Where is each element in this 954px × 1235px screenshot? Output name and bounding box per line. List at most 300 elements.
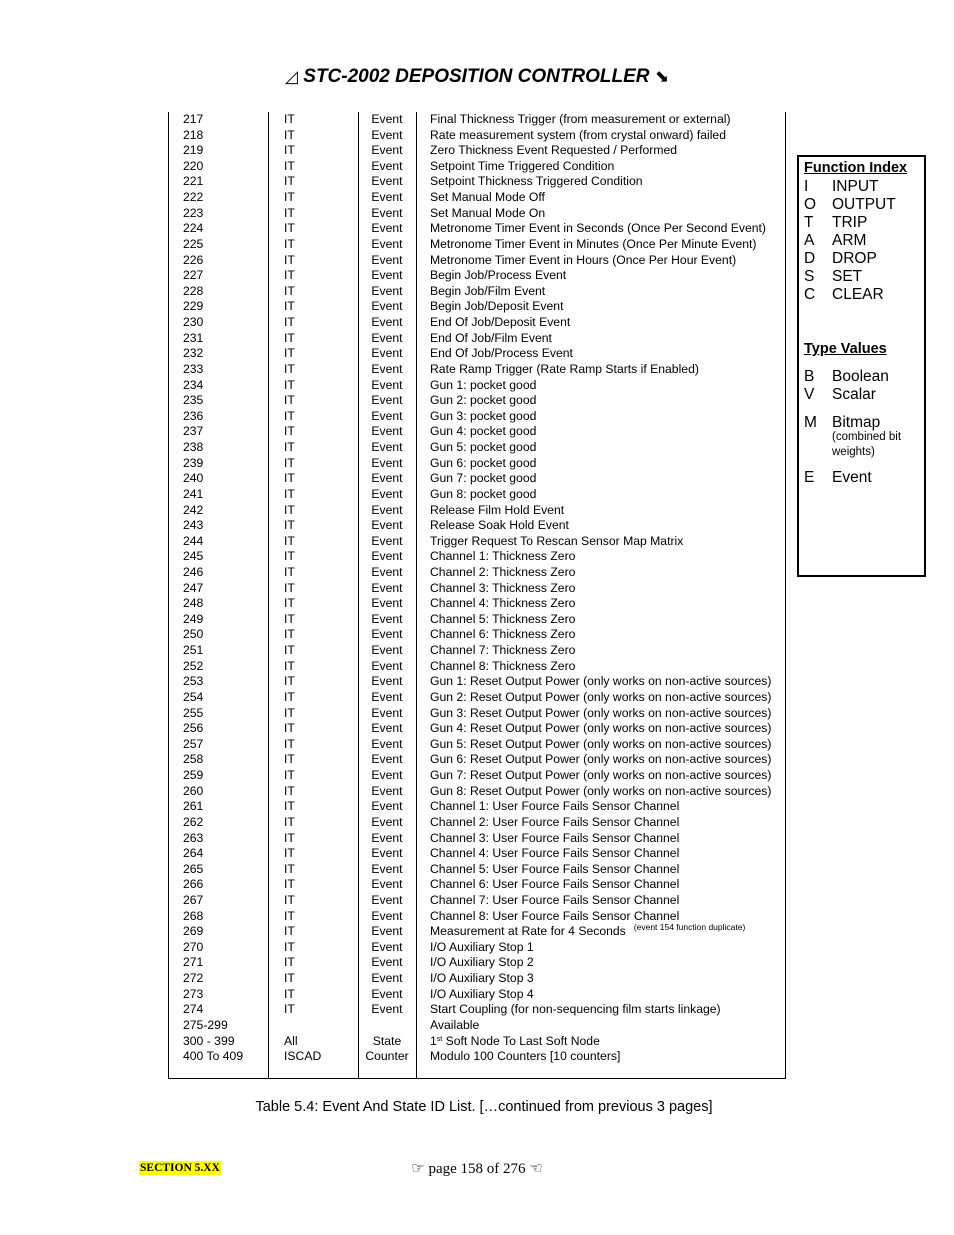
type-value-item: B Boolean	[804, 368, 889, 385]
row-kind: Event	[371, 377, 403, 392]
row-description	[430, 846, 679, 862]
table-row	[168, 346, 784, 362]
row-description	[430, 1002, 721, 1018]
row-description	[430, 1018, 479, 1034]
row-description	[430, 721, 771, 737]
row-type: IT	[284, 752, 295, 767]
table-row	[168, 1049, 784, 1065]
row-id: 225	[183, 236, 204, 251]
row-description	[430, 440, 536, 456]
row-description	[430, 955, 534, 971]
row-type: IT	[284, 440, 295, 455]
table-row	[168, 440, 784, 456]
row-description	[430, 409, 536, 425]
row-id: 234	[183, 377, 204, 392]
row-type: IT	[284, 143, 295, 158]
row-kind: Event	[371, 877, 403, 892]
row-id: 259	[183, 768, 204, 783]
row-type: IT	[284, 174, 295, 189]
row-description	[430, 471, 536, 487]
row-description-text: Soft Node To Last Soft Node	[442, 1033, 600, 1048]
row-description	[430, 159, 614, 175]
row-type: IT	[284, 721, 295, 736]
row-id: 237	[183, 424, 204, 439]
row-description	[430, 128, 726, 144]
row-id: 217	[183, 112, 204, 126]
row-id: 252	[183, 658, 204, 673]
row-description	[430, 346, 573, 362]
type-value-item: E Event	[804, 469, 872, 486]
row-id: 400 To 409	[183, 1049, 244, 1064]
row-description-text: Channel 3: Thickness Zero	[430, 580, 576, 595]
row-description	[430, 362, 699, 378]
row-id: 243	[183, 518, 204, 533]
row-id: 257	[183, 736, 204, 751]
legend-box	[797, 155, 926, 577]
row-description-text: Gun 8: pocket good	[430, 486, 537, 501]
row-id: 240	[183, 471, 204, 486]
row-type: IT	[284, 971, 295, 986]
row-type: IT	[284, 783, 295, 798]
table-row	[168, 565, 784, 581]
row-description	[430, 862, 679, 878]
row-id: 238	[183, 440, 204, 455]
row-kind: Event	[371, 112, 403, 126]
row-kind: Event	[371, 674, 403, 689]
table-row	[168, 1002, 784, 1018]
row-kind: Event	[371, 127, 403, 142]
row-description-text: End Of Job/Deposit Event	[430, 315, 571, 330]
row-description	[430, 518, 569, 534]
row-kind: Event	[371, 174, 403, 189]
table-row	[168, 534, 784, 550]
row-kind: Event	[371, 299, 403, 314]
row-description-text: Metronome Timer Event in Minutes (Once Per Minute Event)	[430, 236, 757, 251]
row-description	[430, 924, 745, 941]
row-description	[430, 253, 736, 269]
row-description	[430, 706, 771, 722]
type-value-item: M Bitmap	[804, 414, 881, 431]
row-description-text: Gun 2: Reset Output Power (only works on non-active sources)	[430, 689, 772, 704]
row-id: 270	[183, 939, 204, 954]
row-kind: Event	[371, 955, 403, 970]
row-description-superscript: st	[436, 1035, 443, 1043]
row-kind: Event	[371, 783, 403, 798]
table-row	[168, 237, 784, 253]
row-type: IT	[284, 893, 295, 907]
table-row	[168, 1018, 784, 1034]
row-description	[430, 237, 756, 253]
row-description-text: Channel 8: Thickness Zero	[430, 658, 576, 673]
row-kind: Event	[371, 518, 403, 533]
left-ornament-icon: ◿	[284, 67, 298, 86]
row-type: IT	[284, 533, 295, 548]
row-description-text: Gun 3: pocket good	[430, 408, 537, 423]
pointing-right-icon: ☞	[411, 1161, 425, 1177]
row-type: IT	[284, 736, 295, 751]
function-index-item: I INPUT	[804, 178, 879, 195]
table-row	[168, 955, 784, 971]
row-description	[430, 799, 679, 815]
row-description-text: Release Soak Hold Event	[430, 518, 569, 533]
row-type: IT	[284, 877, 295, 892]
row-id: 231	[183, 330, 204, 345]
row-description	[430, 581, 575, 597]
row-kind: Counter	[365, 1049, 409, 1064]
row-description-text: Set Manual Mode Off	[430, 190, 545, 205]
table-row	[168, 987, 784, 1003]
table-row	[168, 315, 784, 331]
row-kind: Event	[371, 908, 403, 923]
table-row	[168, 612, 784, 628]
table-row	[168, 893, 784, 909]
table-row	[168, 221, 784, 237]
page-number-text: page 158 of 276	[428, 1161, 526, 1177]
row-description-text: Metronome Timer Event in Seconds (Once Per Second Event)	[430, 221, 766, 236]
row-id: 262	[183, 814, 204, 829]
row-id: 265	[183, 861, 204, 876]
title-text: STC-2002 DEPOSITION CONTROLLER	[303, 66, 650, 87]
row-description-prefix: 1	[430, 1033, 437, 1048]
row-type: IT	[284, 283, 295, 298]
row-type: IT	[284, 158, 295, 173]
table-row	[168, 393, 784, 409]
row-type: IT	[284, 299, 295, 314]
row-type: IT	[284, 564, 295, 579]
row-description	[430, 190, 545, 206]
row-description-text: Channel 2: Thickness Zero	[430, 564, 576, 579]
table-row	[168, 752, 784, 768]
row-type: IT	[284, 799, 295, 814]
right-ornament-icon: ⬊	[654, 67, 670, 86]
row-id: 254	[183, 689, 204, 704]
row-description-text: I/O Auxiliary Stop 4	[430, 986, 534, 1001]
row-description	[430, 331, 552, 347]
table-row	[168, 299, 784, 315]
row-description-text: Begin Job/Film Event	[430, 283, 546, 298]
row-id: 273	[183, 986, 204, 1001]
function-index-item: A ARM	[804, 232, 867, 249]
row-id: 239	[183, 455, 204, 470]
row-id: 264	[183, 846, 204, 861]
row-description	[430, 612, 575, 628]
row-description-text: Rate Ramp Trigger (Rate Ramp Starts if Enabled)	[430, 361, 699, 376]
row-type: IT	[284, 658, 295, 673]
table-row	[168, 268, 784, 284]
row-description	[430, 752, 771, 768]
function-index-item: O OUTPUT	[804, 196, 896, 213]
table-caption: Table 5.4: Event And State ID List. […continued from previous 3 pages]	[255, 1099, 713, 1115]
row-type: IT	[284, 236, 295, 251]
row-id: 226	[183, 252, 204, 267]
row-kind: Event	[371, 315, 403, 330]
row-kind: Event	[371, 158, 403, 173]
row-description	[430, 315, 570, 331]
row-id: 241	[183, 486, 204, 501]
row-id: 251	[183, 643, 204, 658]
row-kind: Event	[371, 564, 403, 579]
row-kind: Event	[371, 268, 403, 283]
row-kind: Event	[371, 346, 403, 361]
row-description	[430, 987, 534, 1003]
row-type: IT	[284, 377, 295, 392]
row-description-text: End Of Job/Process Event	[430, 346, 573, 361]
function-index-item: T TRIP	[804, 214, 868, 231]
row-description-text: Start Coupling (for non-sequencing film starts linkage)	[430, 1002, 721, 1017]
row-type: IT	[284, 643, 295, 658]
row-kind: Event	[371, 752, 403, 767]
table-row	[168, 112, 784, 128]
row-description-text: Channel 5: User Fource Fails Sensor Channel	[430, 861, 680, 876]
table-row	[168, 831, 784, 847]
row-kind: Event	[371, 252, 403, 267]
row-description-text: I/O Auxiliary Stop 3	[430, 971, 534, 986]
row-id: 220	[183, 158, 204, 173]
row-kind: Event	[371, 721, 403, 736]
row-description-text: Set Manual Mode On	[430, 205, 546, 220]
row-description-text: Final Thickness Trigger (from measurement or external)	[430, 112, 731, 126]
table-row	[168, 284, 784, 300]
row-type: IT	[284, 330, 295, 345]
row-description-text: Begin Job/Process Event	[430, 268, 567, 283]
row-description-text: Gun 6: pocket good	[430, 455, 537, 470]
row-type: IT	[284, 768, 295, 783]
row-id: 269	[183, 924, 204, 939]
row-type: IT	[284, 580, 295, 595]
table-row	[168, 409, 784, 425]
row-id: 271	[183, 955, 204, 970]
type-value-item: V Scalar	[804, 386, 876, 403]
table-row	[168, 877, 784, 893]
row-type: IT	[284, 549, 295, 564]
row-id: 266	[183, 877, 204, 892]
row-id: 244	[183, 533, 204, 548]
row-kind: Event	[371, 971, 403, 986]
row-kind: Event	[371, 893, 403, 907]
row-description-text: Setpoint Thickness Triggered Condition	[430, 174, 643, 189]
row-kind: Event	[371, 986, 403, 1001]
row-type: IT	[284, 955, 295, 970]
row-type: IT	[284, 486, 295, 501]
row-kind: Event	[371, 424, 403, 439]
row-kind: Event	[371, 580, 403, 595]
row-kind: Event	[371, 861, 403, 876]
row-id: 227	[183, 268, 204, 283]
row-kind: Event	[371, 611, 403, 626]
row-description-text: Gun 6: Reset Output Power (only works on non-active sources)	[430, 752, 772, 767]
row-description	[430, 378, 536, 394]
row-description-text: Setpoint Time Triggered Condition	[430, 158, 615, 173]
row-description	[430, 284, 545, 300]
row-id: 267	[183, 893, 204, 907]
table-row	[168, 378, 784, 394]
row-kind: Event	[371, 643, 403, 658]
row-description-text: Channel 4: Thickness Zero	[430, 596, 576, 611]
row-type: IT	[284, 1002, 295, 1017]
row-description	[430, 549, 575, 565]
table-row	[168, 643, 784, 659]
row-description-text: Gun 8: Reset Output Power (only works on non-active sources)	[430, 783, 772, 798]
row-type: IT	[284, 252, 295, 267]
row-id: 253	[183, 674, 204, 689]
function-index-item: C CLEAR	[804, 286, 884, 303]
row-kind: Event	[371, 190, 403, 205]
row-description-text: Measurement at Rate for 4 Seconds	[430, 924, 626, 939]
row-description	[430, 659, 575, 675]
table-row	[168, 206, 784, 222]
row-id: 235	[183, 393, 204, 408]
row-type: IT	[284, 627, 295, 642]
row-kind: Event	[371, 846, 403, 861]
table-row	[168, 971, 784, 987]
row-description-text: Metronome Timer Event in Hours (Once Per Hour Event)	[430, 252, 737, 267]
row-type: IT	[284, 112, 295, 126]
row-type: IT	[284, 830, 295, 845]
row-description-text: Channel 7: Thickness Zero	[430, 643, 576, 658]
row-kind: Event	[371, 471, 403, 486]
table-row	[168, 471, 784, 487]
row-type: ISCAD	[284, 1049, 322, 1064]
table-row	[168, 581, 784, 597]
row-description	[430, 690, 771, 706]
row-description	[430, 971, 534, 987]
row-description-text: Gun 3: Reset Output Power (only works on non-active sources)	[430, 705, 772, 720]
row-id: 228	[183, 283, 204, 298]
row-kind: Event	[371, 408, 403, 423]
row-description	[430, 877, 679, 893]
table-row	[168, 456, 784, 472]
table-row	[168, 690, 784, 706]
table-row	[168, 424, 784, 440]
type-values-title: Type Values	[804, 341, 887, 357]
row-id: 263	[183, 830, 204, 845]
row-kind: Event	[371, 814, 403, 829]
row-type: IT	[284, 502, 295, 517]
row-id: 230	[183, 315, 204, 330]
row-id: 255	[183, 705, 204, 720]
row-description-text: Gun 2: pocket good	[430, 393, 537, 408]
table-row	[168, 784, 784, 800]
row-type: IT	[284, 221, 295, 236]
row-description-text: Gun 1: pocket good	[430, 377, 537, 392]
row-type: IT	[284, 705, 295, 720]
table-row	[168, 143, 784, 159]
row-kind: Event	[371, 455, 403, 470]
row-description-text: Channel 1: Thickness Zero	[430, 549, 576, 564]
row-id: 247	[183, 580, 204, 595]
row-description-text: Gun 7: pocket good	[430, 471, 537, 486]
row-kind: Event	[371, 596, 403, 611]
row-type: IT	[284, 361, 295, 376]
table-row	[168, 659, 784, 675]
row-kind: Event	[371, 705, 403, 720]
row-description-text: Channel 3: User Fource Fails Sensor Channel	[430, 830, 680, 845]
row-id: 223	[183, 205, 204, 220]
row-description-text: Zero Thickness Event Requested / Performed	[430, 143, 678, 158]
row-kind: Event	[371, 689, 403, 704]
row-kind: Event	[371, 361, 403, 376]
table-row	[168, 862, 784, 878]
row-id: 258	[183, 752, 204, 767]
document-title	[0, 66, 954, 88]
row-id: 233	[183, 361, 204, 376]
table-row	[168, 924, 784, 940]
row-id: 219	[183, 143, 204, 158]
table-row	[168, 1034, 784, 1050]
row-description	[430, 940, 534, 956]
row-id: 256	[183, 721, 204, 736]
row-id: 222	[183, 190, 204, 205]
row-kind: State	[372, 1033, 402, 1048]
row-type: IT	[284, 846, 295, 861]
row-kind: Event	[371, 236, 403, 251]
row-id: 268	[183, 908, 204, 923]
section-label: SECTION 5.XX	[140, 1162, 220, 1174]
row-description	[430, 815, 679, 831]
row-kind: Event	[371, 205, 403, 220]
table-row	[168, 799, 784, 815]
function-index-item: D DROP	[804, 250, 877, 267]
row-description	[430, 596, 575, 612]
row-description	[430, 627, 575, 643]
row-description-text: Release Film Hold Event	[430, 502, 565, 517]
row-description-text: Channel 2: User Fource Fails Sensor Channel	[430, 814, 680, 829]
row-type: IT	[284, 455, 295, 470]
row-type: IT	[284, 268, 295, 283]
row-description-text: Channel 7: User Fource Fails Sensor Channel	[430, 893, 680, 907]
row-kind: Event	[371, 549, 403, 564]
row-id: 221	[183, 174, 204, 189]
row-id: 248	[183, 596, 204, 611]
row-description-text: Gun 5: pocket good	[430, 440, 537, 455]
row-description-text: Begin Job/Deposit Event	[430, 299, 564, 314]
row-description	[430, 487, 536, 503]
table-row	[168, 768, 784, 784]
row-kind: Event	[371, 440, 403, 455]
row-kind: Event	[371, 736, 403, 751]
table-row	[168, 549, 784, 565]
row-id: 236	[183, 408, 204, 423]
row-description-text: Gun 5: Reset Output Power (only works on non-active sources)	[430, 736, 772, 751]
function-index-title: Function Index	[804, 160, 908, 176]
row-description-text: Rate measurement system (from crystal onward) failed	[430, 127, 726, 142]
row-description	[430, 643, 575, 659]
row-type: IT	[284, 611, 295, 626]
row-kind: Event	[371, 533, 403, 548]
row-description	[430, 737, 771, 753]
row-type: IT	[284, 315, 295, 330]
table-row	[168, 721, 784, 737]
row-description-text: Channel 6: Thickness Zero	[430, 627, 576, 642]
row-type: IT	[284, 424, 295, 439]
table-row	[168, 331, 784, 347]
row-description	[430, 534, 683, 550]
row-id: 218	[183, 127, 204, 142]
function-index-item: S SET	[804, 268, 863, 285]
row-kind: Event	[371, 502, 403, 517]
row-description-text: Gun 1: Reset Output Power (only works on non-active sources)	[430, 674, 772, 689]
row-description	[430, 1049, 620, 1065]
table-row	[168, 706, 784, 722]
row-kind: Event	[371, 1002, 403, 1017]
row-description-text: Available	[430, 1017, 480, 1032]
row-kind: Event	[371, 799, 403, 814]
row-note: (event 154 function duplicate)	[633, 922, 746, 933]
table-row	[168, 503, 784, 519]
row-description-text: Trigger Request To Rescan Sensor Map Matrix	[430, 533, 684, 548]
row-type: IT	[284, 908, 295, 923]
row-kind: Event	[371, 221, 403, 236]
